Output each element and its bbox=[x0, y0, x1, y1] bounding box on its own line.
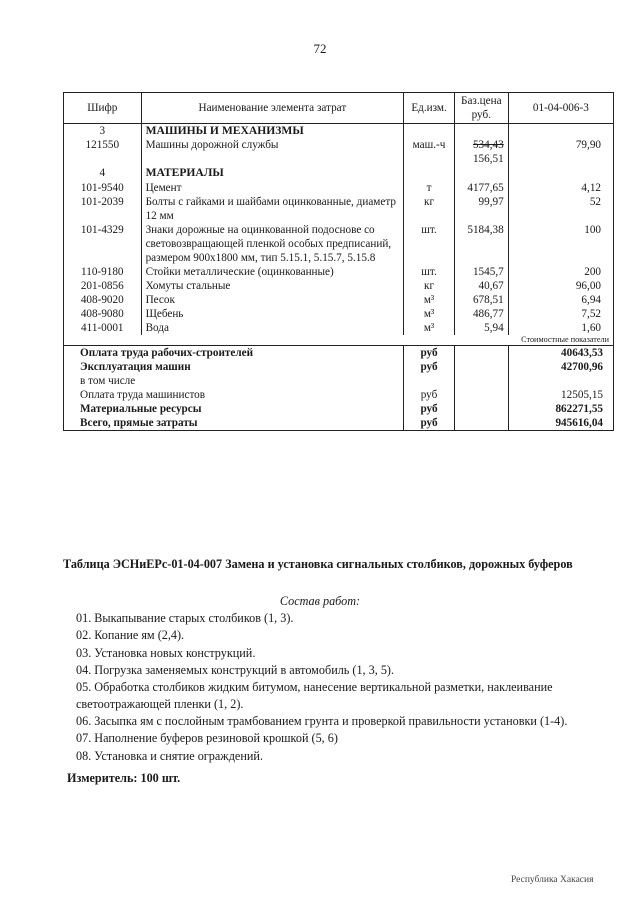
totals-name: в том числе bbox=[64, 374, 404, 388]
empty-cell bbox=[454, 416, 508, 431]
row-name: Цемент bbox=[141, 181, 404, 195]
totals-unit: руб bbox=[404, 346, 455, 361]
section-title: МАТЕРИАЛЫ bbox=[141, 166, 404, 180]
row-price bbox=[454, 223, 508, 265]
row-name: Щебень bbox=[141, 307, 404, 321]
totals-row bbox=[64, 374, 614, 388]
empty-cell bbox=[454, 402, 508, 416]
header-code: Шифр bbox=[64, 93, 142, 124]
row-price-value: 1545,7 bbox=[472, 265, 504, 278]
header-norm: 01-04-006-3 bbox=[508, 93, 613, 124]
row-price-value: 99,97 bbox=[478, 195, 504, 208]
row-price bbox=[454, 181, 508, 195]
row-value: 7,52 bbox=[508, 307, 613, 321]
row-unit: кг bbox=[404, 195, 455, 223]
row-unit: маш.-ч bbox=[404, 138, 455, 166]
header-price: Баз.цена руб. bbox=[454, 93, 508, 124]
table2-title: Таблица ЭСНиЕРс-01-04-007 Замена и установка сигнальных столбиков, дорожных буферов bbox=[63, 557, 573, 571]
empty-cell bbox=[454, 374, 508, 388]
header-unit: Ед.изм. bbox=[404, 93, 455, 124]
cost-label: Стоимостные показатели bbox=[64, 335, 614, 346]
cost-table bbox=[63, 92, 614, 431]
table-row bbox=[64, 307, 614, 321]
totals-value: 12505,15 bbox=[508, 388, 613, 402]
empty-cell bbox=[508, 166, 613, 180]
totals-unit: руб bbox=[404, 388, 455, 402]
totals-name: Оплата труда рабочих-строителей bbox=[64, 346, 404, 361]
work-item: 01. Выкапывание старых столбиков (1, 3). bbox=[76, 611, 294, 625]
totals-name: Всего, прямые затраты bbox=[64, 416, 404, 431]
totals-row bbox=[64, 388, 614, 402]
cost-label-row bbox=[64, 335, 614, 346]
row-unit: шт. bbox=[404, 265, 455, 279]
totals-row bbox=[64, 346, 614, 361]
section-header-row bbox=[64, 124, 614, 139]
row-price-value: 678,51 bbox=[472, 293, 504, 306]
row-name: Машины дорожной службы bbox=[141, 138, 404, 166]
row-price-value: 156,51 bbox=[472, 153, 504, 166]
totals-unit: руб bbox=[404, 402, 455, 416]
section-header-row bbox=[64, 166, 614, 180]
totals-unit bbox=[404, 374, 455, 388]
row-price-value: 5,94 bbox=[484, 321, 504, 334]
row-value: 1,60 bbox=[508, 321, 613, 335]
row-value: 100 bbox=[508, 223, 613, 265]
work-item: 05. Обработка столбиков жидким битумом, нанесение вертикальной разметки, наклеивание светоотражающей пленки (1, 2). bbox=[76, 680, 553, 711]
work-item: 04. Погрузка заменяемых конструкций в автомобиль (1, 3, 5). bbox=[76, 663, 395, 678]
row-name: Песок bbox=[141, 293, 404, 307]
composition-label: Состав работ: bbox=[279, 594, 361, 608]
row-value: 4,12 bbox=[508, 181, 613, 195]
row-price-value: 5184,38 bbox=[467, 223, 504, 236]
empty-cell bbox=[454, 124, 508, 139]
row-name: Хомуты стальные bbox=[141, 279, 404, 293]
totals-unit: руб bbox=[404, 416, 455, 431]
totals-value: 945616,04 bbox=[508, 416, 613, 431]
table-row bbox=[64, 293, 614, 307]
totals-value: 40643,53 bbox=[508, 346, 613, 361]
meter-text: Измеритель: 100 шт. bbox=[67, 771, 181, 785]
empty-cell bbox=[508, 124, 613, 139]
totals-unit: руб bbox=[404, 360, 455, 374]
row-code: 411-0001 bbox=[64, 321, 142, 335]
section-code: 3 bbox=[64, 124, 142, 139]
totals-name: Материальные ресурсы bbox=[64, 402, 404, 416]
table-row bbox=[64, 279, 614, 293]
table-row bbox=[64, 195, 614, 223]
row-price-struck: 534,43 bbox=[472, 139, 504, 152]
totals-value bbox=[508, 374, 613, 388]
row-code: 201-0856 bbox=[64, 279, 142, 293]
row-price bbox=[454, 279, 508, 293]
section-title: МАШИНЫ И МЕХАНИЗМЫ bbox=[141, 124, 404, 139]
totals-value: 42700,96 bbox=[508, 360, 613, 374]
work-item: 02. Копание ям (2,4). bbox=[76, 628, 185, 643]
page-number: 72 bbox=[313, 41, 327, 56]
row-code: 408-9080 bbox=[64, 307, 142, 321]
row-unit: кг bbox=[404, 279, 455, 293]
totals-name: Эксплуатация машин bbox=[64, 360, 404, 374]
table-row bbox=[64, 321, 614, 335]
totals-value: 862271,55 bbox=[508, 402, 613, 416]
row-unit: т bbox=[404, 181, 455, 195]
row-code: 101-2039 bbox=[64, 195, 142, 223]
empty-cell bbox=[454, 346, 508, 361]
table-header-row bbox=[64, 93, 614, 124]
totals-row bbox=[64, 360, 614, 374]
footer-text: Республика Хакасия bbox=[511, 875, 594, 885]
row-code: 101-4329 bbox=[64, 223, 142, 265]
table-body bbox=[64, 124, 614, 431]
row-name: Знаки дорожные на оцинкованной подоснове со световозвращающей пленкой особых предписаний, размером 900х1800 мм, тип 5.15.1, 5.15.7, 5.15.8 bbox=[141, 223, 404, 265]
row-value: 6,94 bbox=[508, 293, 613, 307]
totals-name: Оплата труда машинистов bbox=[64, 388, 404, 402]
row-price bbox=[454, 293, 508, 307]
work-item: 07. Наполнение буферов резиновой крошкой (5, 6) bbox=[76, 731, 338, 746]
work-item: 06. Засыпка ям с послойным трамбованием грунта и проверкой правильности установки (1-4). bbox=[76, 714, 568, 729]
row-value: 200 bbox=[508, 265, 613, 279]
table-row bbox=[64, 223, 614, 265]
row-price bbox=[454, 265, 508, 279]
header-name: Наименование элемента затрат bbox=[141, 93, 404, 124]
row-code: 110-9180 bbox=[64, 265, 142, 279]
empty-cell bbox=[454, 166, 508, 180]
table-row bbox=[64, 265, 614, 279]
empty-cell bbox=[404, 124, 455, 139]
empty-cell bbox=[454, 388, 508, 402]
table-row bbox=[64, 181, 614, 195]
row-value: 79,90 bbox=[508, 138, 613, 166]
work-item: 03. Установка новых конструкций. bbox=[76, 645, 256, 660]
row-price-value: 486,77 bbox=[472, 307, 504, 320]
row-code: 121550 bbox=[64, 138, 142, 166]
row-price-value: 40,67 bbox=[478, 279, 504, 292]
row-value: 96,00 bbox=[508, 279, 613, 293]
row-code: 408-9020 bbox=[64, 293, 142, 307]
row-price bbox=[454, 138, 508, 166]
row-price bbox=[454, 195, 508, 223]
row-name: Вода bbox=[141, 321, 404, 335]
empty-cell bbox=[454, 360, 508, 374]
work-item: 08. Установка и снятие ограждений. bbox=[76, 748, 263, 763]
row-unit: м³ bbox=[404, 321, 455, 335]
row-unit: шт. bbox=[404, 223, 455, 265]
row-value: 52 bbox=[508, 195, 613, 223]
row-code: 101-9540 bbox=[64, 181, 142, 195]
row-unit: м³ bbox=[404, 307, 455, 321]
table-row bbox=[64, 138, 614, 166]
row-price bbox=[454, 307, 508, 321]
totals-row bbox=[64, 402, 614, 416]
row-price bbox=[454, 321, 508, 335]
totals-row bbox=[64, 416, 614, 431]
row-unit: м³ bbox=[404, 293, 455, 307]
row-name: Стойки металлические (оцинкованные) bbox=[141, 265, 404, 279]
section-code: 4 bbox=[64, 166, 142, 180]
row-price-value: 4177,65 bbox=[467, 181, 504, 194]
row-name: Болты с гайками и шайбами оцинкованные, диаметр 12 мм bbox=[141, 195, 404, 223]
empty-cell bbox=[404, 166, 455, 180]
works-list bbox=[76, 610, 596, 765]
